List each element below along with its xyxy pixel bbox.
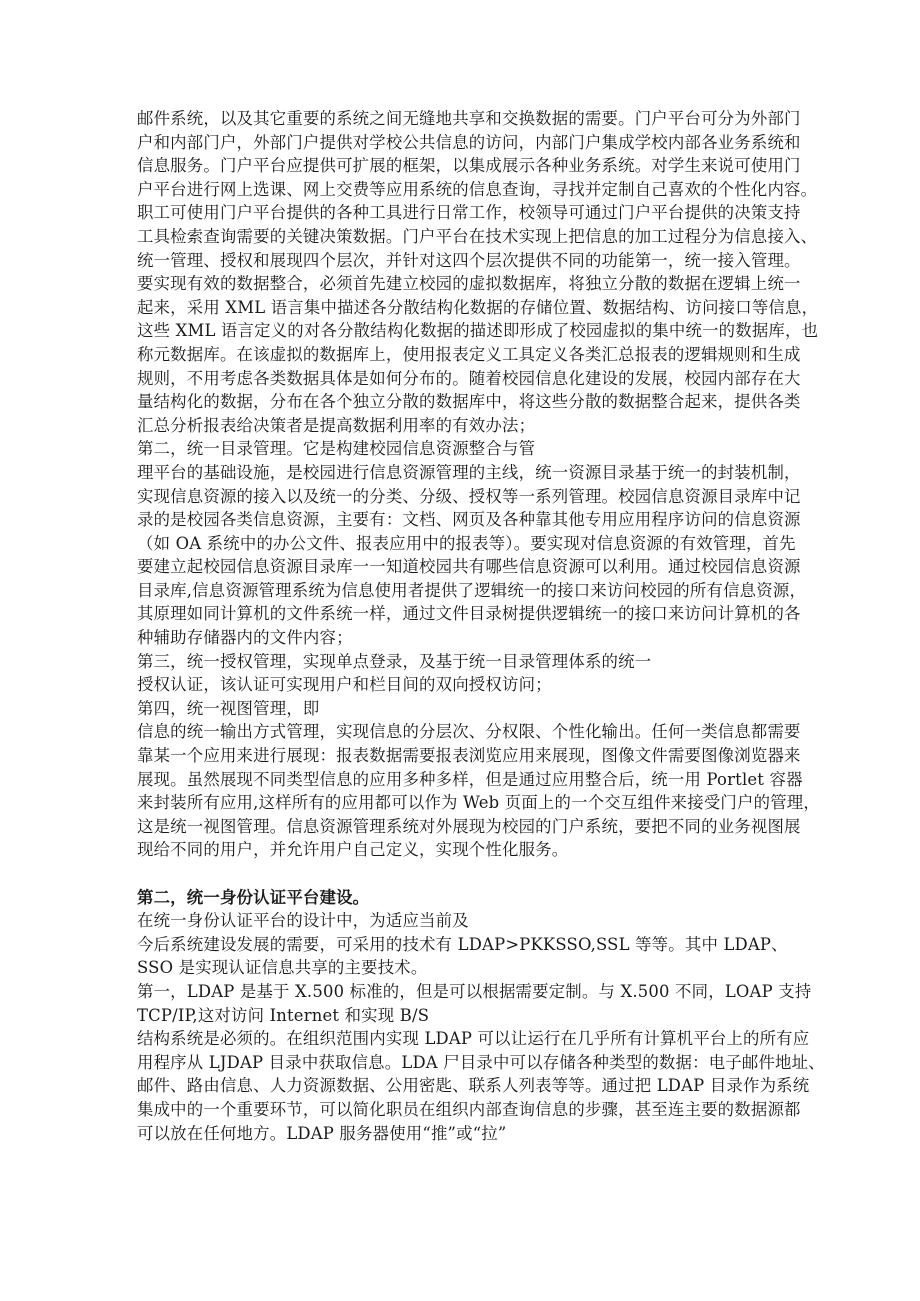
text-line: 第四，统一视图管理，即 bbox=[137, 698, 320, 718]
text-line: 目录库,信息资源管理系统为信息使用者提供了逻辑统一的接口来访问校园的所有信息资源， bbox=[137, 580, 807, 600]
text-line: 理平台的基础设施，是校园进行信息资源管理的主线，统一资源目录基于统一的封装机制， bbox=[137, 462, 801, 482]
text-line: 实现信息资源的接入以及统一的分类、分级、授权等一系列管理。校园信息资源目录库中记 bbox=[137, 486, 801, 506]
text-line: 要实现有效的数据整合，必须首先建立校园的虚拟数据库，将独立分散的数据在逻辑上统一 bbox=[137, 274, 801, 294]
text-line: 要建立起校园信息资源目录库一一知道校园共有哪些信息资源可以利用。通过校园信息资源 bbox=[137, 557, 801, 577]
text-line: 录的是校园各类信息资源，主要有：文档、网页及各种靠其他专用应用程序访问的信息资源 bbox=[137, 510, 801, 530]
text-line: 展现。虽然展现不同类型信息的应用多种多样，但是通过应用整合后，统一用 Portlet 容器 bbox=[137, 769, 803, 789]
text-line: 在统一身份认证平台的设计中，为适应当前及 bbox=[137, 911, 469, 931]
text-line: 量结构化的数据，分布在各个独立分散的数据库中，将这些分散的数据整合起来，提供各类 bbox=[137, 392, 801, 412]
text-line: 今后系统建设发展的需要，可采用的技术有 LDAP>PKKSSO,SSL 等等。其中 LDAP、 bbox=[137, 934, 788, 954]
text-line: 集成中的一个重要环节，可以简化职员在组织内部查询信息的步骤，甚至连主要的数据源都 bbox=[137, 1099, 801, 1119]
text-line: 来封装所有应用,这样所有的应用都可以作为 Web 页面上的一个交互组件来接受门户的管理， bbox=[137, 793, 820, 813]
document-page bbox=[137, 107, 897, 1145]
text-line: 起来，采用 XML 语言集中描述各分散结构化数据的存储位置、数据结构、访问接口等信息， bbox=[137, 297, 819, 317]
paragraph-gap bbox=[137, 862, 897, 886]
text-line: SSO 是实现认证信息共享的主要技术。 bbox=[137, 958, 428, 978]
text-line: 规则，不用考虑各类数据具体是如何分布的。随着校园信息化建设的发展，校园内部存在大 bbox=[137, 368, 801, 388]
text-line: 这是统一视图管理。信息资源管理系统对外展现为校园的门户系统，要把不同的业务视图展 bbox=[137, 816, 801, 836]
body-section-auth bbox=[137, 909, 897, 1145]
text-line: 信息的统一输出方式管理，实现信息的分层次、分权限、个性化输出。任何一类信息都需要 bbox=[137, 722, 801, 742]
text-line: 第三，统一授权管理，实现单点登录，及基于统一目录管理体系的统一 bbox=[137, 651, 652, 671]
text-line: 信息服务。门户平台应提供可扩展的框架，以集成展示各种业务系统。对学生来说可使用门 bbox=[137, 156, 801, 176]
text-line: 邮件系统，以及其它重要的系统之间无缝地共享和交换数据的需要。门户平台可分为外部门 bbox=[137, 109, 801, 128]
text-line: 汇总分析报表给决策者是提高数据利用率的有效办法； bbox=[137, 415, 536, 435]
text-line: TCP/IP,这对访问 Internet 和实现 B/S bbox=[137, 1005, 430, 1025]
text-line: 第二，统一目录管理。它是构建校园信息资源整合与管 bbox=[137, 439, 536, 459]
body-section-portal bbox=[137, 107, 897, 862]
text-line: （如 OA 系统中的办公文件、报表应用中的报表等）。要实现对信息资源的有效管理，首先 bbox=[137, 533, 796, 553]
text-line: 职工可使用门户平台提供的各种工具进行日常工作，校领导可通过门户平台提供的决策支持 bbox=[137, 203, 801, 223]
text-line: 户平台进行网上选课、网上交费等应用系统的信息查询，寻找并定制自己喜欢的个性化内容。 bbox=[137, 179, 818, 199]
text-line: 种辅助存储器内的文件内容； bbox=[137, 628, 353, 648]
text-line: 靠某一个应用来进行展现：报表数据需要报表浏览应用来展现，图像文件需要图像浏览器来 bbox=[137, 746, 801, 766]
text-line: 统一管理、授权和展现四个层次，并针对这四个层次提供不同的功能第一，统一接入管理。 bbox=[137, 250, 801, 270]
text-line: 现给不同的用户，并允许用户自己定义，实现个性化服务。 bbox=[137, 840, 569, 860]
text-line: 户和内部门户，外部门户提供对学校公共信息的访问，内部门户集成学校内部各业务系统和 bbox=[137, 132, 801, 152]
text-line: 邮件、路由信息、人力资源数据、公用密匙、联系人列表等等。通过把 LDAP 目录作为系统 bbox=[137, 1076, 810, 1096]
text-line: 其原理如同计算机的文件系统一样，通过文件目录树提供逻辑统一的接口来访问计算机的各 bbox=[137, 604, 801, 624]
text-line: 结构系统是必须的。在组织范围内实现 LDAP 可以让运行在几乎所有计算机平台上的所有应 bbox=[137, 1029, 810, 1049]
text-line: 可以放在任何地方。LDAP 服务器使用“推”或“拉” bbox=[137, 1123, 507, 1143]
section-heading: 第二，统一身份认证平台建设。 bbox=[137, 887, 370, 907]
text-line: 授权认证，该认证可实现用户和栏目间的双向授权访问； bbox=[137, 675, 552, 695]
text-line: 这些 XML 语言定义的对各分散结构化数据的描述即形成了校园虚拟的集中统一的数据库，也 bbox=[137, 321, 819, 341]
text-line: 第一，LDAP 是基于 X.500 标准的，但是可以根据需要定制。与 X.500 不同，LOAP 支持 bbox=[137, 981, 812, 1001]
text-line: 用程序从 LJDAP 目录中获取信息。LDA 尸目录中可以存储各种类型的数据：电子邮件地址、 bbox=[137, 1052, 825, 1072]
text-line: 称元数据库。在该虚拟的数据库上，使用报表定义工具定义各类汇总报表的逻辑规则和生成 bbox=[137, 344, 801, 364]
text-line: 工具检索查询需要的关键决策数据。门户平台在技术实现上把信息的加工过程分为信息接入、 bbox=[137, 226, 818, 246]
